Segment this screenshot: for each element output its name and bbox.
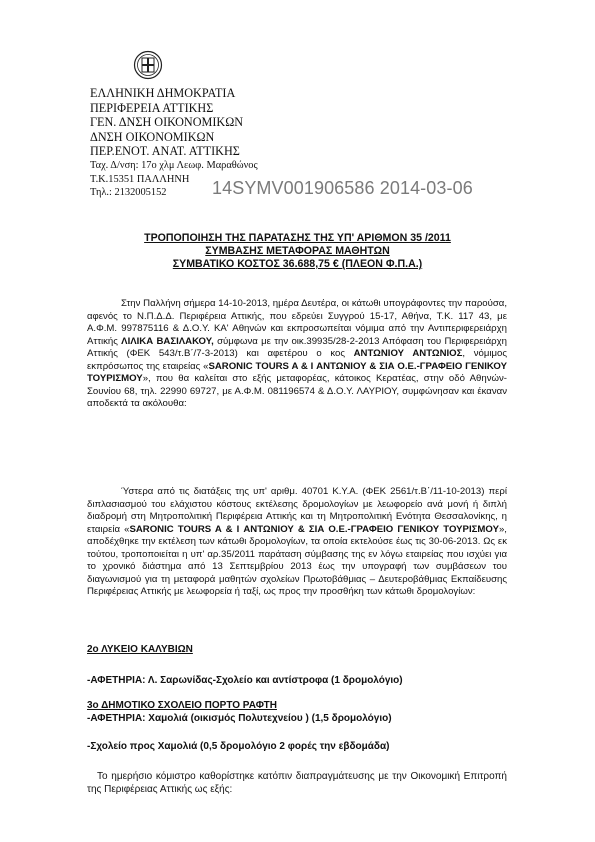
- p1-text-b: σύμφωνα με την οικ.39935/28-2-2013 Απόφαση του Περιφερειάρχη Αττικής (ΦΕΚ 543/τ.Β΄/7-3-2013) και αφετέρου ο κος: [87, 335, 507, 359]
- title-line-1: ΤΡΟΠΟΠΟΙΗΣΗ ΤΗΣ ΠΑΡΑΤΑΣΗΣ ΤΗΣ ΥΠ' ΑΡΙΘΜΟΝ 35 /2011: [144, 232, 451, 244]
- school-heading-2: 3ο ΔΗΜΟΤΙΚΟ ΣΧΟΛΕΙΟ ΠΟΡΤΟ ΡΑΦΤΗ: [87, 700, 277, 711]
- title-line-3: ΣΥΜΒΑΤΙΚΟ ΚΟΣΤΟΣ 36.688,75 € (ΠΛΕΟΝ Φ.Π.Α.): [172, 258, 423, 270]
- header-postal: Τ.Κ.15351 ΠΑΛΛΗΝΗ: [90, 173, 190, 185]
- closing-text: Το ημερήσιο κόμιστρο καθορίστηκε κατόπιν διαπραγμάτευσης με την Οικονομική Επιτροπή της Περιφέρειας Αττικής ως εξής:: [87, 771, 507, 795]
- p1-company: SARONIC TOURS A & I ΑΝΤΩΝΙΟΥ & ΣΙΑ Ο.Ε.-ΓΡΑΦΕΙΟ ΓΕΝΙΚΟΥ ΤΟΥΡΙΣΜΟΥ: [87, 360, 507, 384]
- p1-name-1: ΛΙΛΙΚΑ ΒΑΣΙΛΑΚΟΥ,: [121, 335, 214, 347]
- p1-text-a: Στην Παλλήνη σήμερα 14-10-2013, ημέρα Δευτέρα, οι κάτωθι υπογράφοντες την παρούσα, αφενός το Ν.Π.Δ.Δ. Περιφέρεια Αττικής, που εδρεύει Συγγρού 15-17, Αθήνα, Τ.Κ. 117 43, με Α.Φ.Μ. 997875116 & Δ.Ο.Υ. ΚΑ' Αθηνών και εκπροσωπείται νόμιμα από την Αντιπεριφερειάρχη Αττικής: [87, 298, 507, 347]
- school-heading-1: 2ο ΛΥΚΕΙΟ ΚΑΛΥΒΙΩΝ: [87, 644, 193, 655]
- p1-text-d: », που θα καλείται στο εξής μεταφορέας, κάτοικος Κερατέας, στην οδό Αθηνών-Σουνίου 68, τηλ. 22990 69727, με Α.Φ.Μ. 081196574 & Δ.Ο.Υ. ΛΑΥΡΙΟΥ, συμφώνησαν και έκαναν αποδεκτά τα ακόλουθα:: [87, 373, 507, 409]
- header-line-5: ΠΕΡ.ΕΝΟΤ. ΑΝΑΤ. ΑΤΤΙΚΗΣ: [90, 144, 240, 159]
- header-line-3: ΓΕΝ. ΔΝΣΗ ΟΙΚΟΝΟΜΙΚΩΝ: [90, 115, 244, 130]
- header-line-1: ΕΛΛΗΝΙΚΗ ΔΗΜΟΚΡΑΤΙΑ: [90, 86, 236, 100]
- p1-text-c: , νόμιμος εκπρόσωπος της εταιρείας «: [87, 348, 508, 372]
- paragraph-parties: [87, 298, 507, 411]
- header-line-2: ΠΕΡΙΦΕΡΕΙΑ ΑΤΤΙΚΗΣ: [90, 100, 214, 115]
- route-line-3: -Σχολείο προς Χαμολιά (0,5 δρομολόγιο 2 φορές την εβδομάδα): [87, 741, 390, 752]
- paragraph-terms: [87, 486, 507, 599]
- route-line-2: -ΑΦΕΤΗΡΙΑ: Χαμολιά (οικισμός Πολυτεχνείου ) (1,5 δρομολόγιο): [87, 713, 392, 724]
- header-line-4: ΔΝΣΗ ΟΙΚΟΝΟΜΙΚΩΝ: [90, 129, 215, 144]
- header-address: Ταχ. Δ/νση: 17ο χλμ Λεωφ. Μαραθώνος: [90, 159, 258, 171]
- p1-name-2: ΑΝΤΩΝΙΟΥ ΑΝΤΩΝΙΟΣ: [353, 348, 463, 359]
- ada-stamp: 14SYMV001906586 2014-03-06: [212, 178, 473, 198]
- document-title: [60, 232, 535, 271]
- route-line-1: -ΑΦΕΤΗΡΙΑ: Λ. Σαρωνίδας-Σχολείο και αντίστροφα (1 δρομολόγιο): [87, 675, 403, 686]
- p2-company: SARONIC TOURS A & I ΑΝΤΩΝΙΟΥ & ΣΙΑ Ο.Ε.-ΓΡΑΦΕΙΟ ΓΕΝΙΚΟΥ ΤΟΥΡΙΣΜΟΥ: [129, 523, 499, 535]
- p2-text-b: », αποδέχθηκε την εκτέλεση των κάτωθι δρομολογίων, τα οποία εκτελούσε έως τις 30-06-2013. Ως εκ τούτου, τροποποιείται η υπ' αρ.35/2011 παράταση σύμβασης της εν λόγω εταιρείας που ισχύει για το χρονικό διάστημα από 13 Σεπτεμβρίου 2013 έως την υπογραφή των συμβάσεων του διαγωνισμού για τη μεταφορά μαθητών σχολείων Πρωτοβάθμιας – Δευτεροβάθμιας Εκπαίδευσης Περιφέρειας Αττικής με λεωφορεία ή ταξί, ως προς την προσθήκη των κάτωθι δρομολογίων:: [87, 523, 507, 597]
- greek-coat-of-arms-icon: [133, 50, 163, 80]
- title-line-2: ΣΥΜΒΑΣΗΣ ΜΕΤΑΦΟΡΑΣ ΜΑΘΗΤΩΝ: [205, 245, 390, 257]
- closing-paragraph: [87, 770, 507, 796]
- header-phone: Τηλ.: 2132005152: [90, 187, 167, 199]
- p2-text-a: Ύστερα από τις διατάξεις της υπ' αριθμ. 40701 Κ.Υ.Α. (ΦΕΚ 2561/τ.Β΄/11-10-2013) περί διπλασιασμού του ελάχιστου κόστους εκτέλεσης δρομολογίων με λεωφορείο ανά μονή ή διπλή διαδρομή στη Μητροπολιτική Περιφέρεια Αττικής και τη Μητροπολιτική Ενότητα Θεσσαλονίκης, η εταιρεία «: [87, 486, 507, 535]
